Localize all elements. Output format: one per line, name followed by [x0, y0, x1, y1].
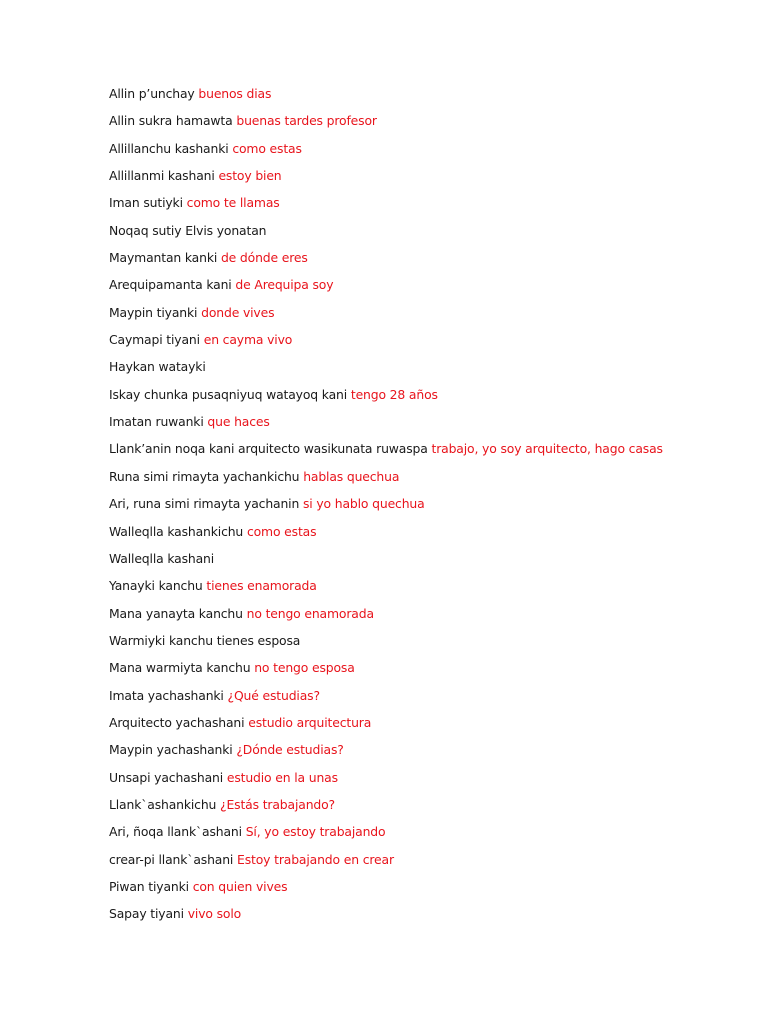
- phrase-row: [109, 331, 749, 358]
- phrase-row: [109, 140, 749, 167]
- quechua-text: Piwan tiyanki: [109, 878, 189, 894]
- quechua-text: Mana warmiyta kanchu: [109, 660, 251, 676]
- spanish-translation: de Arequipa soy: [235, 277, 334, 293]
- quechua-text: Mana yanayta kanchu: [109, 605, 243, 621]
- phrase-row: [109, 741, 749, 768]
- spanish-translation: Sí, yo estoy trabajando: [245, 824, 386, 840]
- spanish-translation: estudio en la unas: [226, 769, 338, 785]
- spanish-translation: hablas quechua: [303, 468, 400, 484]
- phrase-row: [109, 468, 749, 495]
- quechua-text: Walleqlla kashankichu: [109, 523, 244, 539]
- spanish-translation: tienes enamorada: [206, 578, 317, 594]
- phrase-row: [109, 495, 749, 522]
- phrase-row: [109, 769, 749, 796]
- spanish-translation: ¿Qué estudias?: [227, 687, 320, 703]
- spanish-translation: no tengo esposa: [254, 660, 355, 676]
- phrase-row: [109, 440, 749, 467]
- quechua-text: Runa simi rimayta yachankichu: [109, 468, 300, 484]
- spanish-translation: buenas tardes profesor: [236, 113, 377, 129]
- quechua-text: Allillanchu kashanki: [109, 140, 229, 156]
- quechua-text: Unsapi yachashani: [109, 769, 224, 785]
- phrase-list: [109, 85, 749, 933]
- phrase-row: [109, 905, 749, 932]
- phrase-row: [109, 632, 749, 659]
- spanish-translation: de dónde eres: [220, 250, 308, 266]
- spanish-translation: vivo solo: [187, 906, 242, 922]
- phrase-row: [109, 386, 749, 413]
- phrase-row: [109, 304, 749, 331]
- quechua-text: Iskay chunka pusaqniyuq watayoq kani: [109, 386, 348, 402]
- spanish-translation: con quien vives: [192, 878, 288, 894]
- spanish-translation: como estas: [232, 140, 302, 156]
- phrase-row: [109, 413, 749, 440]
- phrase-row: [109, 714, 749, 741]
- spanish-translation: trabajo, yo soy arquitecto, hago casas: [431, 441, 663, 457]
- phrase-row: [109, 194, 749, 221]
- quechua-text: Arequipamanta kani: [109, 277, 232, 293]
- phrase-row: [109, 550, 749, 577]
- phrase-row: [109, 112, 749, 139]
- phrase-row: [109, 85, 749, 112]
- quechua-text: Walleqlla kashani: [109, 550, 215, 566]
- quechua-text: Allin sukra hamawta: [109, 113, 233, 129]
- spanish-translation: si yo hablo quechua: [302, 496, 425, 512]
- quechua-text: Allillanmi kashani: [109, 168, 215, 184]
- quechua-text: Llank’anin noqa kani arquitecto wasikunata ruwaspa: [109, 441, 428, 457]
- quechua-text: Noqaq sutiy Elvis yonatan: [109, 222, 267, 238]
- quechua-text: Imata yachashanki: [109, 687, 224, 703]
- quechua-text: Iman sutiyki: [109, 195, 183, 211]
- spanish-translation: donde vives: [201, 304, 275, 320]
- phrase-row: [109, 687, 749, 714]
- phrase-row: [109, 249, 749, 276]
- quechua-text: Warmiyki kanchu tienes esposa: [109, 632, 301, 648]
- phrase-row: [109, 167, 749, 194]
- spanish-translation: no tengo enamorada: [246, 605, 374, 621]
- spanish-translation: estudio arquitectura: [248, 714, 372, 730]
- phrase-row: [109, 659, 749, 686]
- phrase-row: [109, 577, 749, 604]
- phrase-row: [109, 222, 749, 249]
- quechua-text: Maymantan kanki: [109, 250, 218, 266]
- quechua-text: Haykan watayki: [109, 359, 206, 375]
- spanish-translation: buenos dias: [198, 86, 272, 101]
- phrase-row: [109, 358, 749, 385]
- quechua-text: Yanayki kanchu: [109, 578, 203, 594]
- spanish-translation: en cayma vivo: [203, 332, 293, 348]
- quechua-text: Ari, ñoqa llank`ashani: [109, 824, 242, 840]
- phrase-row: [109, 276, 749, 303]
- quechua-text: crear-pi llank`ashani: [109, 851, 234, 867]
- quechua-text: Allin p’unchay: [109, 86, 195, 101]
- quechua-text: Maypin yachashanki: [109, 742, 233, 758]
- spanish-translation: Estoy trabajando en crear: [237, 851, 394, 867]
- quechua-text: Ari, runa simi rimayta yachanin: [109, 496, 300, 512]
- spanish-translation: que haces: [207, 414, 270, 430]
- phrase-row: [109, 878, 749, 905]
- spanish-translation: ¿Estás trabajando?: [220, 796, 335, 812]
- phrase-row: [109, 823, 749, 850]
- quechua-text: Llank`ashankichu: [109, 796, 217, 812]
- spanish-translation: como estas: [246, 523, 317, 539]
- spanish-translation: estoy bien: [218, 168, 282, 184]
- phrase-row: [109, 523, 749, 550]
- quechua-text: Caymapi tiyani: [109, 332, 200, 348]
- quechua-text: Sapay tiyani: [109, 906, 184, 922]
- quechua-text: Imatan ruwanki: [109, 414, 204, 430]
- phrase-row: [109, 796, 749, 823]
- quechua-text: Arquitecto yachashani: [109, 714, 245, 730]
- quechua-text: Maypin tiyanki: [109, 304, 198, 320]
- phrase-row: [109, 605, 749, 632]
- spanish-translation: tengo 28 años: [350, 386, 438, 402]
- spanish-translation: como te llamas: [186, 195, 280, 211]
- phrase-row: [109, 851, 749, 878]
- spanish-translation: ¿Dónde estudias?: [236, 742, 344, 758]
